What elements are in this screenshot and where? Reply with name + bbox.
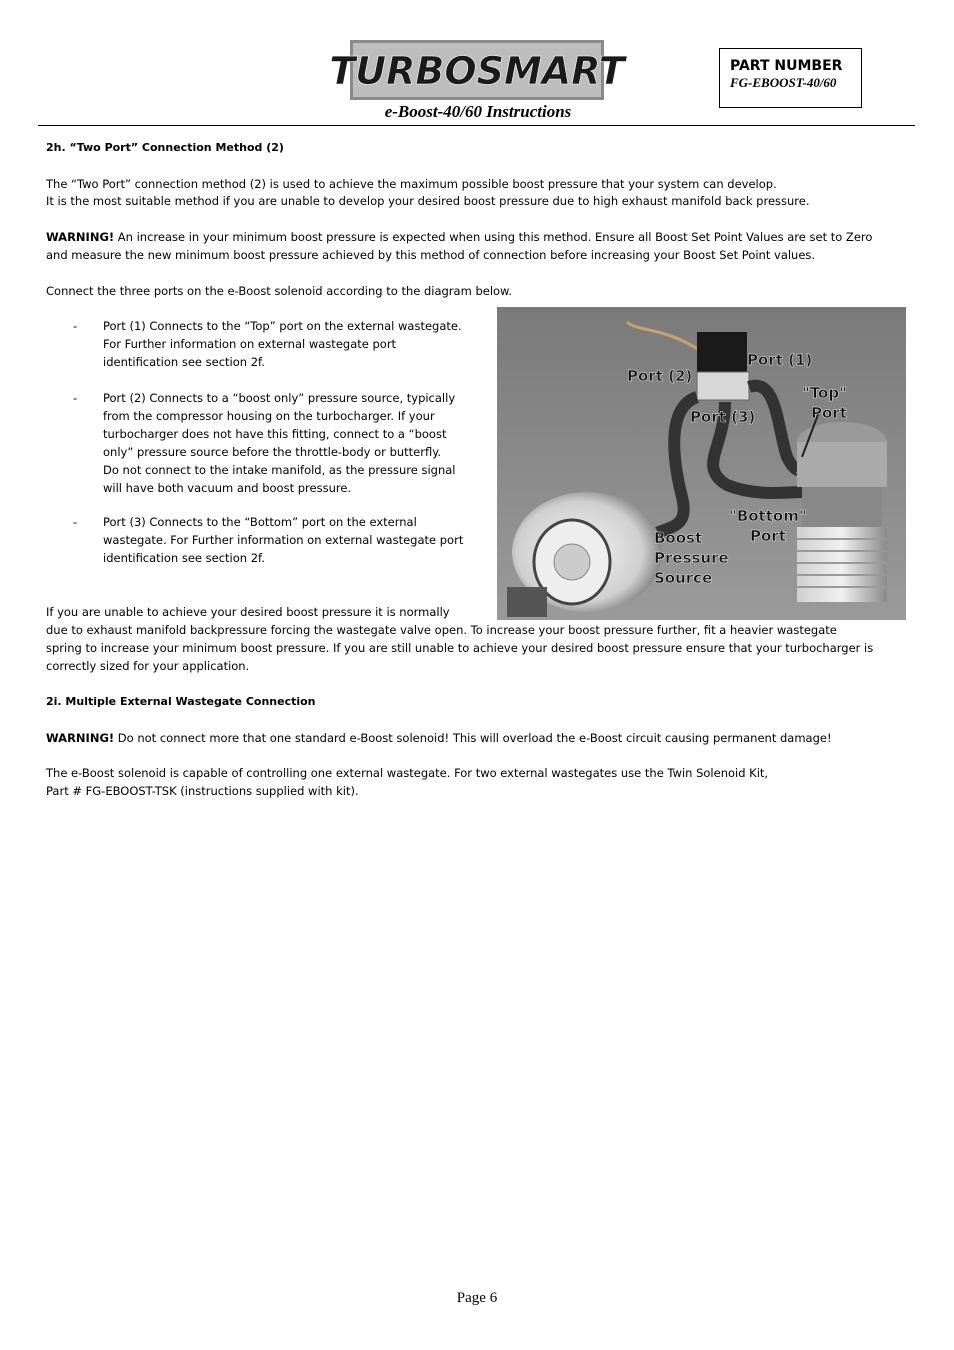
logo-text: TURBOSMART <box>329 49 625 93</box>
label-port-1: Port (1) <box>747 351 813 369</box>
label-port-2: Port (2) <box>627 367 693 385</box>
label-bottom-port-2: Port <box>750 527 786 545</box>
closing-line-4: correctly sized for your application. <box>46 659 250 673</box>
section-2h-heading: 2h. “Two Port” Connection Method (2) <box>46 141 284 154</box>
bullet-line: Port (1) Connects to the “Top” port on the external wastegate. <box>103 319 462 333</box>
warning-text: An increase in your minimum boost pressure is expected when using this method. Ensure all Boost Set Point Values are set to Zero <box>114 230 873 244</box>
bullet-line: wastegate. For Further information on external wastegate port <box>103 533 464 547</box>
part-number-label: PART NUMBER <box>730 58 843 74</box>
solenoid-manifold <box>697 372 749 400</box>
document-title: e-Boost-40/60 Instructions <box>384 102 572 121</box>
bullet-marker: - <box>73 319 78 333</box>
bullet-line: Port (3) Connects to the “Bottom” port on the external <box>103 515 417 529</box>
bullet-line: will have both vacuum and boost pressure. <box>103 481 352 495</box>
bullet-line: Port (2) Connects to a “boost only” pressure source, typically <box>103 391 456 405</box>
bullet-line: identification see section 2f. <box>103 355 265 369</box>
header-divider <box>38 125 915 126</box>
section-2i-heading: 2i. Multiple External Wastegate Connection <box>46 695 316 708</box>
label-top-port-1: "Top" <box>802 384 847 402</box>
wastegate-cap <box>797 442 887 487</box>
page-number: Page 6 <box>456 1290 498 1306</box>
warning-paragraph-line-1 <box>46 228 872 246</box>
wastegate-body <box>802 487 882 527</box>
warning-label: WARNING! <box>46 230 115 244</box>
bullet-port-2 <box>103 389 455 497</box>
compressor-wheel <box>554 544 590 580</box>
label-source: Source <box>654 569 713 587</box>
label-boost: Boost <box>654 529 703 547</box>
turbosmart-logo <box>329 40 625 100</box>
part-number-box <box>719 48 862 108</box>
connect-instruction: Connect the three ports on the e-Boost solenoid according to the diagram below. <box>46 284 513 298</box>
bullet-line: only” pressure source before the throttle-body or butterfly. <box>103 445 442 459</box>
connection-diagram-photo <box>497 307 906 620</box>
label-top-port-2: Port <box>811 404 847 422</box>
twin-kit-line-1: The e-Boost solenoid is capable of controlling one external wastegate. For two external wastegates use the Twin Solenoid Kit, <box>46 766 769 780</box>
label-pressure: Pressure <box>654 549 729 567</box>
bullet-port-3 <box>103 513 463 567</box>
bullet-line: turbocharger does not have this fitting, connect to a “boost <box>103 427 447 441</box>
turbo-base <box>507 587 547 617</box>
label-bottom-port-1: "Bottom" <box>729 507 807 525</box>
bullet-port-1 <box>103 317 462 371</box>
warning-text: Do not connect more that one standard e-Boost solenoid! This will overload the e-Boost circuit causing permanent damage! <box>114 731 832 745</box>
closing-line-3: spring to increase your minimum boost pressure. If you are still unable to achieve your desired boost pressure ensure that your turbocharger is <box>46 641 874 655</box>
bullet-line: For Further information on external wastegate port <box>103 337 397 351</box>
warning-label: WARNING! <box>46 731 115 745</box>
closing-line-2: due to exhaust manifold backpressure forcing the wastegate valve open. To increase your boost pressure further, fit a heavier wastegate <box>46 623 837 637</box>
closing-line-1: If you are unable to achieve your desired boost pressure it is normally <box>46 605 450 619</box>
bullet-line: from the compressor housing on the turbocharger. If your <box>103 409 435 423</box>
twin-kit-line-2: Part # FG-EBOOST-TSK (instructions supplied with kit). <box>46 784 359 798</box>
part-number-value: FG-EBOOST-40/60 <box>730 75 837 90</box>
label-port-3: Port (3) <box>690 408 756 426</box>
warning-paragraph-line-2: and measure the new minimum boost pressure achieved by this method of connection before increasing your Boost Set Point values. <box>46 248 816 262</box>
intro-line-1: The “Two Port” connection method (2) is used to achieve the maximum possible boost pressure that your system can develop. <box>46 177 777 191</box>
warning-2i <box>46 729 832 747</box>
bullet-line: Do not connect to the intake manifold, as the pressure signal <box>103 463 456 477</box>
intro-line-2: It is the most suitable method if you are unable to develop your desired boost pressure due to high exhaust manifold back pressure. <box>46 194 810 208</box>
bullet-marker: - <box>73 515 78 529</box>
solenoid-coil <box>697 332 747 374</box>
bullet-marker: - <box>73 391 78 405</box>
bullet-line: identification see section 2f. <box>103 551 265 565</box>
